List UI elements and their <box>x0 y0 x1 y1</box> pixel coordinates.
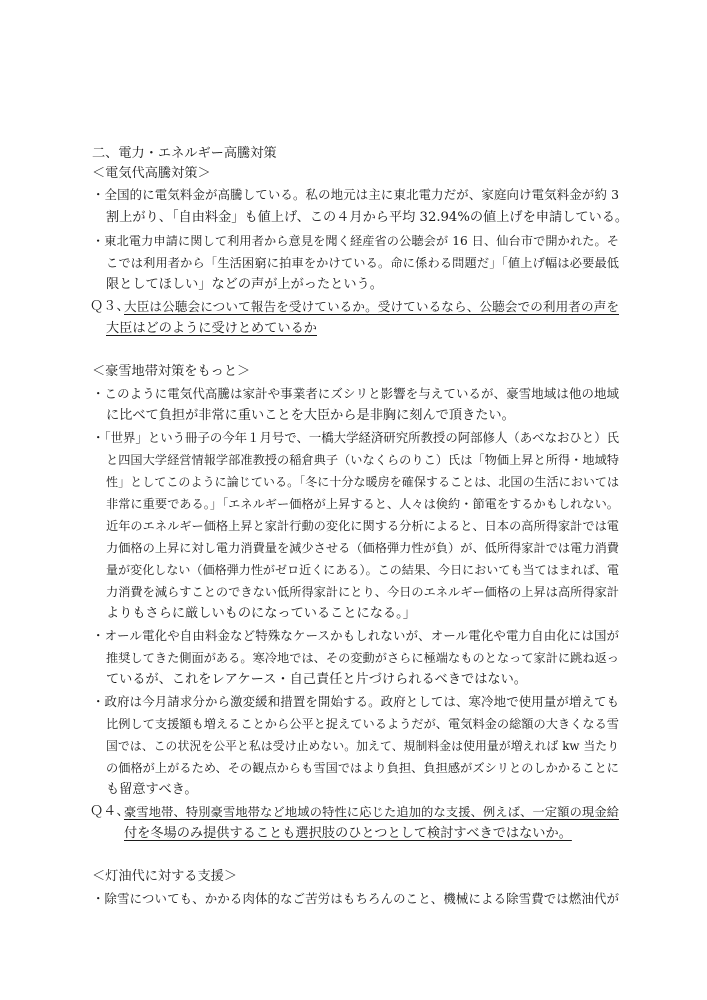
paragraph-line: と四国大学経営情報学部准教授の稲倉典子（いなくらのりこ）氏は「物価上昇と所得・地域特 <box>106 453 619 467</box>
paragraph-line: ・「世界」という冊子の今年１月号で、一橋大学経済研究所教授の阿部修人（あべなおひと）氏 <box>92 430 619 445</box>
paragraph-line: ・政府は今月請求分から激変緩和措置を開始する。政府としては、寒冷地で使用量が増えても <box>92 694 619 709</box>
paragraph-line: 力価格の上昇に対し電力消費量を減少させる（価格弾力性が負）が、低所得家計では電力消費 <box>106 541 619 555</box>
paragraph-line: 非常に重要である。」「エネルギー価格が上昇すると、人々は倹約・節電をするかもしれない。 <box>106 497 619 511</box>
paragraph-line: ているが、これをレアケース・自己責任と片づけられるべきではない。 <box>106 672 527 687</box>
paragraph-line: こでは利用者から「生活困窮に拍車をかけている。命に係わる問題だ」「値上げ幅は必要最低 <box>106 256 619 270</box>
paragraph-line: よりもさらに厳しいものになっていることになる。」 <box>106 606 416 621</box>
paragraph-line: ・全国的に電気料金が高騰している。私の地元は主に東北電力だが、家庭向け電気料金が約 3 <box>92 187 619 202</box>
paragraph-line: 量が変化しない（価格弾力性がゼロ近くにある）。この結果、今日においても当てはまれば、電 <box>106 563 619 577</box>
question-3-line: 大臣は公聴会について報告を受けているか。受けているなら、公聴会での利用者の声を <box>124 299 619 314</box>
subheading-electricity: ＜電気代高騰対策＞ <box>92 166 211 181</box>
paragraph-line: 国では、この状況を公平と私は受け止めない。加えて、規制料金は使用量が増えれば kw 当たり <box>106 739 619 753</box>
paragraph-line: ・オール電化や自由料金など特殊なケースかもしれないが、オール電化や電力自由化には国が <box>92 628 619 643</box>
section-heading: 二、電力・エネルギー高騰対策 <box>92 146 277 161</box>
paragraph-line: 近年のエネルギー価格上昇と家計行動の変化に関する分析によると、日本の高所得家計では電 <box>106 519 619 533</box>
paragraph-line: の価格が上がるため、その観点からも雪国ではより負担、負担感がズシリとのしかかることに <box>106 761 619 775</box>
paragraph-line: 割上がり、「自由料金」も値上げ、この４月から平均 32.94%の値上げを申請している。 <box>106 210 629 225</box>
paragraph-line: ・東北電力申請に関して利用者から意見を聞く経産省の公聴会が 16 日、仙台市で開かれた。そ <box>92 234 619 248</box>
paragraph-line: ・このように電気代高騰は家計や事業者にズシリと影響を与えているが、豪雪地域は他の地域 <box>92 386 619 401</box>
paragraph-line: 限としてほしい」などの声が上がったという。 <box>106 277 383 292</box>
paragraph-line: 性」としてこのように論じている。「冬に十分な暖房を確保することは、北国の生活においては <box>106 475 619 489</box>
question-4-line: 付を冬場のみ提供することも選択肢のひとつとして検討すべきではないか。 <box>124 826 572 841</box>
paragraph-line: 比例して支援額も増えることから公平と捉えているようだが、電気料金の総額の大きくなる雪 <box>106 717 619 731</box>
subheading-kerosene: ＜灯油代に対する支援＞ <box>92 869 238 884</box>
question-3-label: Ｑ３、 <box>90 299 130 314</box>
paragraph-line: に比べて負担が非常に重いことを大臣から是非胸に刻んで頂きたい。 <box>106 408 515 423</box>
paragraph-line: 力消費を減らすことのできない低所得家計にとり、今日のエネルギー価格の上昇は高所得家計 <box>106 585 619 599</box>
paragraph-line: ・除雪についても、かかる肉体的なご苦労はもちろんのこと、機械による除雪費では燃油代が <box>92 891 619 906</box>
subheading-snow: ＜豪雪地帯対策をもっと＞ <box>92 364 251 379</box>
question-4-line: 豪雪地帯、特別豪雪地帯など地域の特性に応じた追加的な支援、例えば、一定額の現金給 <box>124 805 619 819</box>
paragraph-line: も留意すべき。 <box>106 782 198 797</box>
question-4-label: Ｑ４、 <box>90 804 130 819</box>
question-3-line: 大臣はどのように受けとめているか <box>106 321 317 336</box>
paragraph-line: 推奨してきた側面がある。寒冷地では、その変動がさらに極端なものとなって家計に跳ね返っ <box>106 651 619 665</box>
